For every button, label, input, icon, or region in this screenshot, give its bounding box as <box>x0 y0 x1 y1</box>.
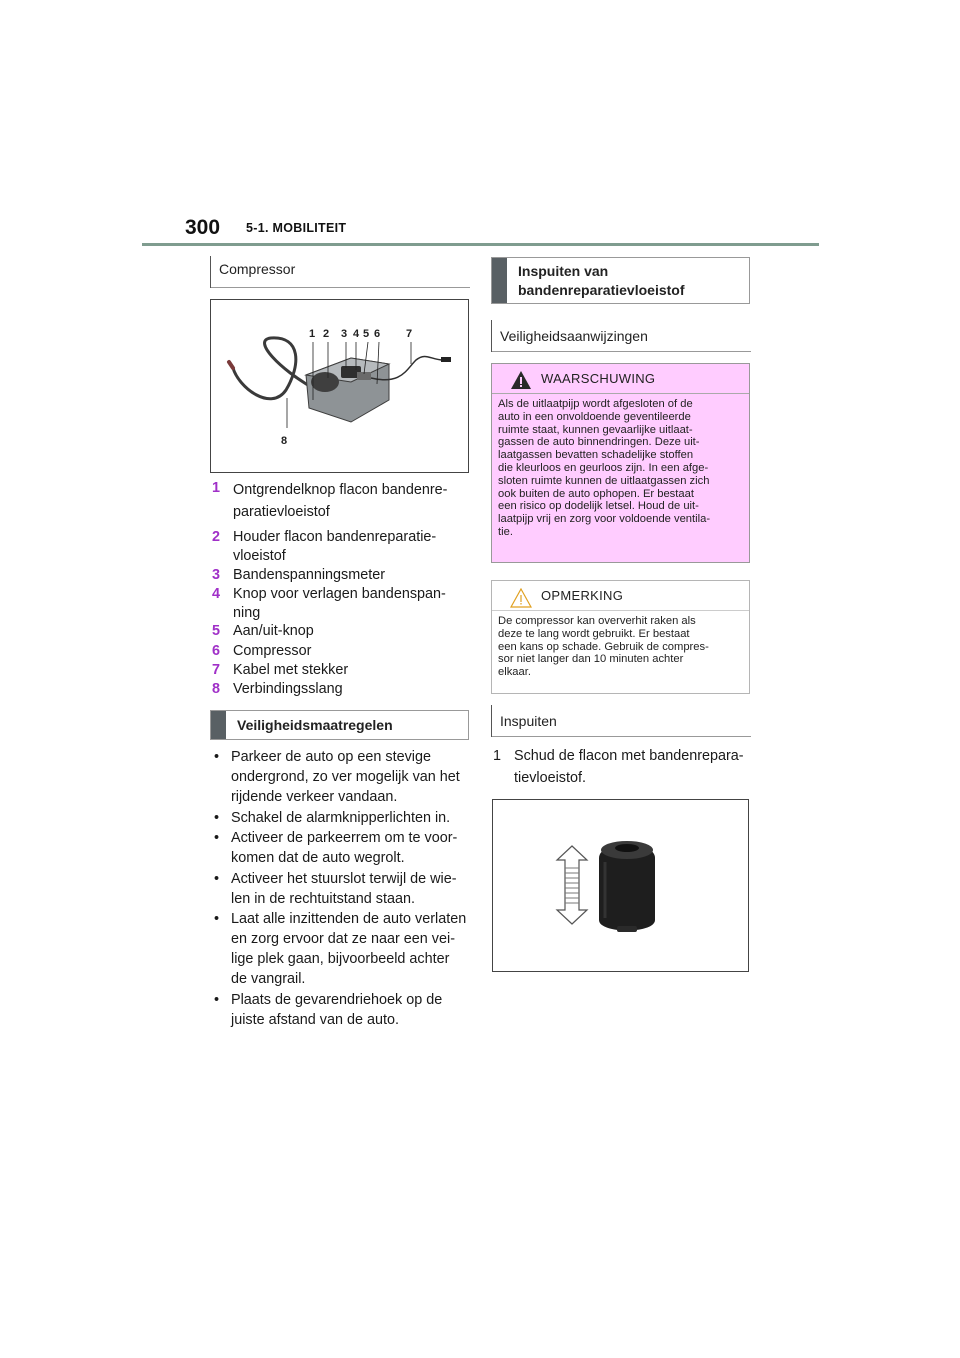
callout-8: 8 <box>281 435 288 447</box>
callout-6: 6 <box>374 328 381 340</box>
item-text: Aan/uit-knop <box>233 623 314 639</box>
item-number: 3 <box>212 567 221 583</box>
item-text: Compressor <box>233 643 312 659</box>
note-text: De compressor kan oververhit raken als deze te lang wordt gebruikt. Er bestaat een kans op schade. Gebruik de compres- sor niet langer dan 10 minuten achter elkaar. <box>498 615 709 679</box>
callout-1: 1 <box>309 328 316 340</box>
note-title: OPMERKING <box>541 588 624 603</box>
compressor-figure <box>210 299 469 473</box>
section-title: 5-1. MOBILITEIT <box>246 221 347 235</box>
item-number: 8 <box>212 681 221 697</box>
callout-4: 4 <box>353 328 360 340</box>
inject-subheading-text: Inspuiten <box>500 713 557 729</box>
item-text: Ontgrendelknop flacon bandenre- paratievloeistof <box>233 482 448 520</box>
page-number: 300 <box>185 216 221 239</box>
item-text: Bandenspanningsmeter <box>233 567 386 583</box>
item-number: 4 <box>212 586 221 602</box>
callout-3: 3 <box>341 328 348 340</box>
step-text: Schud de flacon met bandenrepara- tievloeistof. <box>514 748 744 786</box>
item-number: 7 <box>212 662 221 678</box>
item-number: 6 <box>212 643 221 659</box>
heading-tab <box>211 711 226 739</box>
step-number: 1 <box>493 748 502 764</box>
safety-notes-heading <box>491 320 750 352</box>
connection-hose <box>233 338 313 399</box>
item-text: Knop voor verlagen bandenspan- ning <box>233 586 446 621</box>
warning-icon <box>510 370 532 390</box>
bottle-figure <box>492 799 749 972</box>
heading-underline <box>211 287 470 288</box>
warning-title: WAARSCHUWING <box>541 371 656 386</box>
item-text: Verbindingsslang <box>233 681 343 697</box>
compressor-illustration <box>211 300 468 472</box>
inject-title: Inspuiten van bandenreparatievloeistof <box>518 263 685 298</box>
callout-5: 5 <box>363 328 370 340</box>
item-number: 5 <box>212 623 221 639</box>
header-rule <box>142 243 819 246</box>
heading-underline <box>492 351 751 352</box>
item-number: 2 <box>212 529 221 545</box>
item-text: Kabel met stekker <box>233 662 349 678</box>
callout-2: 2 <box>323 328 330 340</box>
pressure-gauge <box>311 372 339 392</box>
callout-7: 7 <box>406 328 413 340</box>
caution-icon <box>510 588 532 608</box>
heading-tab <box>492 258 507 303</box>
cable-plug <box>441 357 451 362</box>
box-divider <box>492 393 749 394</box>
box-divider <box>492 610 749 611</box>
compressor-heading-text: Compressor <box>219 261 296 277</box>
shake-arrow-icon <box>557 846 587 924</box>
warning-text: Als de uitlaatpijp wordt afgesloten of de auto in een onvoldoende geventileerde ruimte staat, kunnen gevaarlijke uitlaat- gassen de auto binnendringen. Deze uit- laatgassen bevatten schadelijke stoffen die kleurloos en geurloos zijn. In een afge- sloten ruimte kunnen de uitlaatgassen zich ook buiten de auto ophopen. Er bestaat een risico op dodelijk letsel. Houd de uit- laatpijp vrij en zorg voor voldoende ventila- tie. <box>498 398 711 538</box>
heading-underline <box>492 736 751 737</box>
safety-notes-heading-text: Veiligheidsaanwijzingen <box>500 328 648 344</box>
hose-end <box>229 362 233 368</box>
inject-subheading <box>491 705 750 737</box>
warning-box <box>491 363 750 563</box>
safety-measures-heading <box>210 710 469 740</box>
note-box <box>491 580 750 694</box>
safety-measures-title: Veiligheidsmaatregelen <box>237 717 393 733</box>
compressor-heading <box>210 256 469 288</box>
item-text: Houder flacon bandenreparatie- vloeistof <box>233 529 437 564</box>
shake-bottle-illustration <box>493 800 748 971</box>
inject-heading <box>491 257 750 304</box>
item-number: 1 <box>212 480 221 496</box>
